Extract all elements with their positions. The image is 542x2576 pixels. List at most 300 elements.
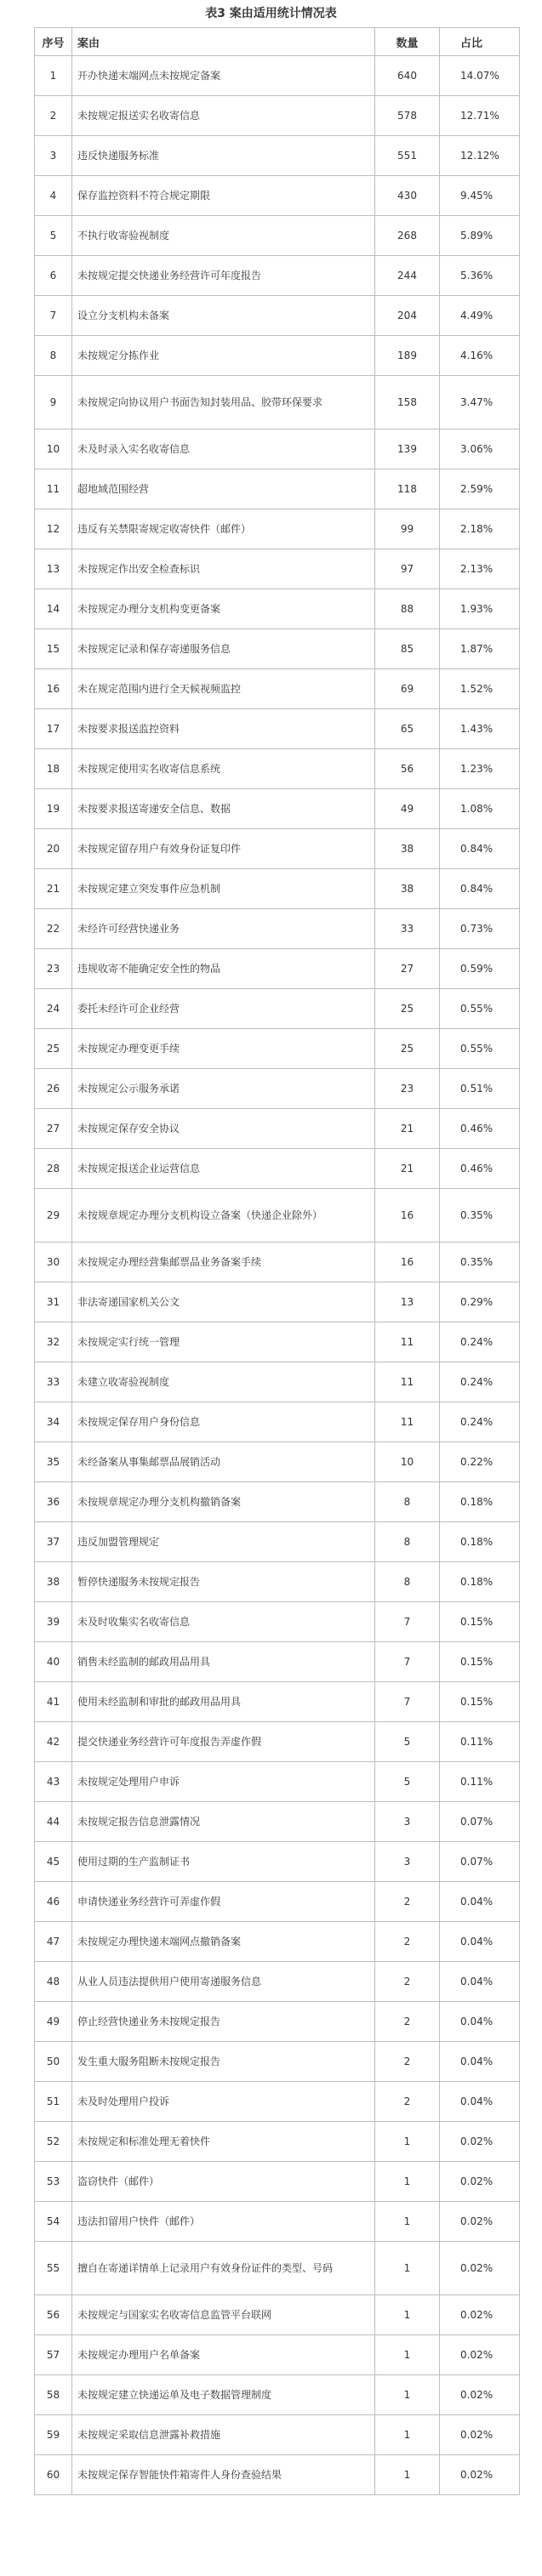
table-row — [35, 2455, 520, 2495]
row-count: 1 — [375, 2295, 440, 2335]
row-number: 8 — [35, 336, 72, 376]
row-percentage: 0.11% — [440, 1762, 520, 1802]
row-cause: 未按规定公示服务承诺 — [72, 1069, 375, 1109]
table-row — [35, 56, 520, 96]
header-no: 序号 — [35, 28, 72, 56]
row-number: 46 — [35, 1882, 72, 1922]
header-count: 数量 — [375, 28, 440, 56]
table-title: 表3 案由适用统计情况表 — [205, 7, 337, 20]
row-percentage: 0.24% — [440, 1322, 520, 1362]
table-row — [35, 1962, 520, 2002]
row-percentage: 0.07% — [440, 1842, 520, 1882]
row-count: 10 — [375, 1442, 440, 1482]
row-cause: 开办快递末端网点未按规定备案 — [72, 56, 375, 96]
row-number: 12 — [35, 509, 72, 549]
row-number: 14 — [35, 589, 72, 629]
row-percentage: 0.46% — [440, 1149, 520, 1189]
row-cause: 未按规定作出安全检查标识 — [72, 549, 375, 589]
row-count: 33 — [375, 909, 440, 949]
row-cause: 未按规定办理用户名单备案 — [72, 2335, 375, 2375]
row-cause: 未按规定报送实名收寄信息 — [72, 96, 375, 136]
row-number: 1 — [35, 56, 72, 96]
row-count: 551 — [375, 136, 440, 176]
row-count: 2 — [375, 2082, 440, 2122]
row-number: 35 — [35, 1442, 72, 1482]
row-percentage: 0.24% — [440, 1362, 520, 1402]
row-percentage: 0.02% — [440, 2455, 520, 2495]
row-number: 29 — [35, 1189, 72, 1243]
row-count: 3 — [375, 1842, 440, 1882]
row-percentage: 5.36% — [440, 256, 520, 296]
row-number: 15 — [35, 629, 72, 669]
table-row — [35, 509, 520, 549]
row-count: 2 — [375, 1922, 440, 1962]
table-row — [35, 869, 520, 909]
header-row — [35, 28, 520, 56]
row-count: 69 — [375, 669, 440, 709]
row-cause: 违反加盟管理规定 — [72, 1522, 375, 1562]
row-cause: 未按规定记录和保存寄递服务信息 — [72, 629, 375, 669]
row-percentage: 0.15% — [440, 1682, 520, 1722]
table-row — [35, 1149, 520, 1189]
row-count: 49 — [375, 789, 440, 829]
row-count: 1 — [375, 2242, 440, 2295]
row-count: 1 — [375, 2202, 440, 2242]
row-cause: 不执行收寄验视制度 — [72, 216, 375, 256]
row-number: 10 — [35, 429, 72, 469]
table-row — [35, 216, 520, 256]
row-count: 21 — [375, 1109, 440, 1149]
table-row — [35, 1322, 520, 1362]
row-count: 5 — [375, 1762, 440, 1802]
row-number: 59 — [35, 2415, 72, 2455]
row-count: 38 — [375, 869, 440, 909]
row-cause: 未按规定报送企业运营信息 — [72, 1149, 375, 1189]
row-number: 39 — [35, 1602, 72, 1642]
row-percentage: 0.15% — [440, 1602, 520, 1642]
row-percentage: 5.89% — [440, 216, 520, 256]
row-count: 244 — [375, 256, 440, 296]
table-row — [35, 549, 520, 589]
row-number: 26 — [35, 1069, 72, 1109]
row-count: 2 — [375, 2042, 440, 2082]
row-count: 578 — [375, 96, 440, 136]
row-cause: 超地域范围经营 — [72, 469, 375, 509]
row-percentage: 0.35% — [440, 1189, 520, 1243]
table-row — [35, 1482, 520, 1522]
row-cause: 未按规定采取信息泄露补救措施 — [72, 2415, 375, 2455]
row-percentage: 3.47% — [440, 376, 520, 429]
row-number: 32 — [35, 1322, 72, 1362]
row-percentage: 1.93% — [440, 589, 520, 629]
case-cause-statistics-table — [34, 27, 520, 2495]
row-count: 268 — [375, 216, 440, 256]
row-percentage: 4.16% — [440, 336, 520, 376]
row-percentage: 0.84% — [440, 869, 520, 909]
row-count: 430 — [375, 176, 440, 216]
table-row — [35, 789, 520, 829]
row-count: 25 — [375, 989, 440, 1029]
table-row — [35, 136, 520, 176]
row-percentage: 2.18% — [440, 509, 520, 549]
table-row — [35, 629, 520, 669]
row-count: 1 — [375, 2122, 440, 2162]
row-percentage: 4.49% — [440, 296, 520, 336]
row-cause: 委托未经许可企业经营 — [72, 989, 375, 1029]
row-count: 640 — [375, 56, 440, 96]
row-number: 33 — [35, 1362, 72, 1402]
row-cause: 未及时收集实名收寄信息 — [72, 1602, 375, 1642]
row-count: 118 — [375, 469, 440, 509]
row-percentage: 0.55% — [440, 1029, 520, 1069]
table-row — [35, 2415, 520, 2455]
table-row — [35, 1802, 520, 1842]
table-row — [35, 1882, 520, 1922]
row-count: 16 — [375, 1243, 440, 1282]
row-cause: 提交快递业务经营许可年度报告弄虚作假 — [72, 1722, 375, 1762]
row-cause: 未按规定建立快递运单及电子数据管理制度 — [72, 2375, 375, 2415]
row-number: 40 — [35, 1642, 72, 1682]
row-number: 6 — [35, 256, 72, 296]
row-percentage: 0.55% — [440, 989, 520, 1029]
table-row — [35, 749, 520, 789]
row-cause: 未建立收寄验视制度 — [72, 1362, 375, 1402]
row-cause: 设立分支机构未备案 — [72, 296, 375, 336]
row-percentage: 0.02% — [440, 2202, 520, 2242]
row-percentage: 1.52% — [440, 669, 520, 709]
row-percentage: 0.35% — [440, 1243, 520, 1282]
table-row — [35, 1402, 520, 1442]
row-count: 1 — [375, 2335, 440, 2375]
row-count: 1 — [375, 2162, 440, 2202]
row-number: 60 — [35, 2455, 72, 2495]
row-count: 11 — [375, 1322, 440, 1362]
row-count: 23 — [375, 1069, 440, 1109]
table-row — [35, 2082, 520, 2122]
table-row — [35, 709, 520, 749]
row-count: 189 — [375, 336, 440, 376]
row-count: 16 — [375, 1189, 440, 1243]
row-percentage: 0.02% — [440, 2162, 520, 2202]
table-row — [35, 336, 520, 376]
row-percentage: 0.15% — [440, 1642, 520, 1682]
row-number: 49 — [35, 2002, 72, 2042]
row-count: 2 — [375, 2002, 440, 2042]
row-cause: 未按要求报送寄递安全信息、数据 — [72, 789, 375, 829]
table-row — [35, 1682, 520, 1722]
row-number: 13 — [35, 549, 72, 589]
row-cause: 未按要求报送监控资料 — [72, 709, 375, 749]
row-count: 13 — [375, 1282, 440, 1322]
row-count: 99 — [375, 509, 440, 549]
row-number: 27 — [35, 1109, 72, 1149]
row-number: 21 — [35, 869, 72, 909]
header-cause: 案由 — [72, 28, 375, 56]
row-number: 50 — [35, 2042, 72, 2082]
row-percentage: 0.02% — [440, 2335, 520, 2375]
row-number: 18 — [35, 749, 72, 789]
row-cause: 违法扣留用户快件（邮件） — [72, 2202, 375, 2242]
row-number: 5 — [35, 216, 72, 256]
row-percentage: 1.08% — [440, 789, 520, 829]
row-cause: 申请快递业务经营许可弄虚作假 — [72, 1882, 375, 1922]
row-percentage: 2.13% — [440, 549, 520, 589]
row-number: 36 — [35, 1482, 72, 1522]
row-number: 2 — [35, 96, 72, 136]
row-cause: 未按规章规定办理分支机构撤销备案 — [72, 1482, 375, 1522]
row-percentage: 0.73% — [440, 909, 520, 949]
header-percentage: 占比 — [440, 28, 520, 56]
row-number: 38 — [35, 1562, 72, 1602]
row-cause: 非法寄递国家机关公文 — [72, 1282, 375, 1322]
row-number: 25 — [35, 1029, 72, 1069]
table-header — [35, 28, 520, 56]
row-percentage: 0.04% — [440, 2042, 520, 2082]
row-percentage: 0.18% — [440, 1482, 520, 1522]
table-row — [35, 1762, 520, 1802]
row-count: 65 — [375, 709, 440, 749]
row-cause: 未经许可经营快递业务 — [72, 909, 375, 949]
row-cause: 未按规定向协议用户书面告知封装用品、胶带环保要求 — [72, 376, 375, 429]
row-percentage: 0.29% — [440, 1282, 520, 1322]
table-row — [35, 1362, 520, 1402]
table-row — [35, 429, 520, 469]
table-row — [35, 1282, 520, 1322]
row-number: 56 — [35, 2295, 72, 2335]
row-percentage: 0.07% — [440, 1802, 520, 1842]
table-row — [35, 1642, 520, 1682]
row-percentage: 0.02% — [440, 2122, 520, 2162]
row-count: 38 — [375, 829, 440, 869]
table-row — [35, 1243, 520, 1282]
table-row — [35, 829, 520, 869]
row-percentage: 0.02% — [440, 2295, 520, 2335]
row-number: 24 — [35, 989, 72, 1029]
table-row — [35, 2295, 520, 2335]
row-percentage: 0.24% — [440, 1402, 520, 1442]
row-cause: 未按规定分拣作业 — [72, 336, 375, 376]
row-cause: 未按规定使用实名收寄信息系统 — [72, 749, 375, 789]
row-cause: 未按规定保存用户身份信息 — [72, 1402, 375, 1442]
row-count: 85 — [375, 629, 440, 669]
row-cause: 盗窃快件（邮件） — [72, 2162, 375, 2202]
table-row — [35, 1522, 520, 1562]
row-percentage: 0.02% — [440, 2242, 520, 2295]
row-cause: 未按规定保存安全协议 — [72, 1109, 375, 1149]
row-count: 8 — [375, 1562, 440, 1602]
table-body — [35, 56, 520, 2495]
row-number: 23 — [35, 949, 72, 989]
table-row — [35, 376, 520, 429]
table-row — [35, 589, 520, 629]
row-percentage: 0.46% — [440, 1109, 520, 1149]
row-cause: 未在规定范围内进行全天候视频监控 — [72, 669, 375, 709]
row-number: 30 — [35, 1243, 72, 1282]
row-percentage: 9.45% — [440, 176, 520, 216]
row-percentage: 0.04% — [440, 2002, 520, 2042]
row-percentage: 0.51% — [440, 1069, 520, 1109]
row-cause: 未按规定建立突发事件应急机制 — [72, 869, 375, 909]
row-percentage: 0.04% — [440, 1882, 520, 1922]
row-percentage: 0.22% — [440, 1442, 520, 1482]
row-cause: 停止经营快递业务未按规定报告 — [72, 2002, 375, 2042]
row-cause: 未按规定留存用户有效身份证复印件 — [72, 829, 375, 869]
table-row — [35, 2122, 520, 2162]
row-number: 55 — [35, 2242, 72, 2295]
row-percentage: 0.11% — [440, 1722, 520, 1762]
row-percentage: 0.59% — [440, 949, 520, 989]
row-number: 34 — [35, 1402, 72, 1442]
table-row — [35, 1722, 520, 1762]
row-cause: 未按规定办理分支机构变更备案 — [72, 589, 375, 629]
table-row — [35, 949, 520, 989]
row-count: 5 — [375, 1722, 440, 1762]
row-cause: 未按规定保存智能快件箱寄件人身份查验结果 — [72, 2455, 375, 2495]
table-row — [35, 2002, 520, 2042]
row-count: 97 — [375, 549, 440, 589]
row-percentage: 0.04% — [440, 2082, 520, 2122]
row-number: 52 — [35, 2122, 72, 2162]
row-number: 3 — [35, 136, 72, 176]
row-cause: 未及时录入实名收寄信息 — [72, 429, 375, 469]
row-cause: 违反有关禁限寄规定收寄快件（邮件） — [72, 509, 375, 549]
row-cause: 违规收寄不能确定安全性的物品 — [72, 949, 375, 989]
row-count: 8 — [375, 1522, 440, 1562]
row-count: 21 — [375, 1149, 440, 1189]
row-count: 204 — [375, 296, 440, 336]
row-number: 43 — [35, 1762, 72, 1802]
row-number: 54 — [35, 2202, 72, 2242]
row-number: 41 — [35, 1682, 72, 1722]
table-row — [35, 1069, 520, 1109]
table-row — [35, 1109, 520, 1149]
table-row — [35, 1602, 520, 1642]
row-percentage: 12.71% — [440, 96, 520, 136]
row-count: 11 — [375, 1362, 440, 1402]
row-number: 51 — [35, 2082, 72, 2122]
row-count: 139 — [375, 429, 440, 469]
table-row — [35, 2375, 520, 2415]
row-cause: 未按规定提交快递业务经营许可年度报告 — [72, 256, 375, 296]
row-cause: 未按规定处理用户申诉 — [72, 1762, 375, 1802]
row-number: 7 — [35, 296, 72, 336]
row-cause: 暂停快递服务未按规定报告 — [72, 1562, 375, 1602]
row-percentage: 12.12% — [440, 136, 520, 176]
row-percentage: 2.59% — [440, 469, 520, 509]
row-cause: 未及时处理用户投诉 — [72, 2082, 375, 2122]
row-count: 7 — [375, 1682, 440, 1722]
row-number: 20 — [35, 829, 72, 869]
row-count: 7 — [375, 1642, 440, 1682]
row-count: 7 — [375, 1602, 440, 1642]
row-count: 11 — [375, 1402, 440, 1442]
row-percentage: 0.04% — [440, 1962, 520, 2002]
row-count: 27 — [375, 949, 440, 989]
row-percentage: 0.04% — [440, 1922, 520, 1962]
table-row — [35, 296, 520, 336]
row-count: 25 — [375, 1029, 440, 1069]
row-cause: 未按规定办理快递末端网点撤销备案 — [72, 1922, 375, 1962]
row-count: 56 — [375, 749, 440, 789]
row-cause: 发生重大服务阻断未按规定报告 — [72, 2042, 375, 2082]
row-percentage: 3.06% — [440, 429, 520, 469]
table-row — [35, 256, 520, 296]
row-count: 3 — [375, 1802, 440, 1842]
table-row — [35, 2335, 520, 2375]
row-number: 28 — [35, 1149, 72, 1189]
row-number: 58 — [35, 2375, 72, 2415]
row-cause: 使用过期的生产监制证书 — [72, 1842, 375, 1882]
row-number: 9 — [35, 376, 72, 429]
row-cause: 擅自在寄递详情单上记录用户有效身份证件的类型、号码 — [72, 2242, 375, 2295]
row-number: 48 — [35, 1962, 72, 2002]
table-row — [35, 176, 520, 216]
table-row — [35, 1442, 520, 1482]
row-number: 19 — [35, 789, 72, 829]
table-row — [35, 1189, 520, 1243]
row-number: 16 — [35, 669, 72, 709]
row-count: 2 — [375, 1962, 440, 2002]
row-number: 22 — [35, 909, 72, 949]
row-cause: 保存监控资料不符合规定期限 — [72, 176, 375, 216]
table-row — [35, 2162, 520, 2202]
row-number: 47 — [35, 1922, 72, 1962]
row-cause: 未按规定和标准处理无着快件 — [72, 2122, 375, 2162]
row-cause: 未按规定与国家实名收寄信息监管平台联网 — [72, 2295, 375, 2335]
row-percentage: 0.18% — [440, 1562, 520, 1602]
row-percentage: 0.02% — [440, 2375, 520, 2415]
table-row — [35, 2242, 520, 2295]
row-percentage: 14.07% — [440, 56, 520, 96]
row-percentage: 1.87% — [440, 629, 520, 669]
row-count: 1 — [375, 2375, 440, 2415]
table-row — [35, 989, 520, 1029]
table-row — [35, 669, 520, 709]
row-number: 57 — [35, 2335, 72, 2375]
row-cause: 违反快递服务标准 — [72, 136, 375, 176]
row-cause: 未按规定实行统一管理 — [72, 1322, 375, 1362]
row-percentage: 1.23% — [440, 749, 520, 789]
table-row — [35, 1562, 520, 1602]
row-count: 8 — [375, 1482, 440, 1522]
row-cause: 未经备案从事集邮票品展销活动 — [72, 1442, 375, 1482]
row-number: 45 — [35, 1842, 72, 1882]
row-count: 158 — [375, 376, 440, 429]
table-row — [35, 469, 520, 509]
row-cause: 未按规定办理变更手续 — [72, 1029, 375, 1069]
row-percentage: 0.84% — [440, 829, 520, 869]
table-row — [35, 96, 520, 136]
table-row — [35, 1842, 520, 1882]
row-count: 88 — [375, 589, 440, 629]
row-cause: 从业人员违法提供用户使用寄递服务信息 — [72, 1962, 375, 2002]
table-row — [35, 909, 520, 949]
row-number: 53 — [35, 2162, 72, 2202]
row-cause: 未按规章规定办理分支机构设立备案（快递企业除外） — [72, 1189, 375, 1243]
table-row — [35, 2202, 520, 2242]
table-row — [35, 1922, 520, 1962]
row-count: 1 — [375, 2415, 440, 2455]
row-number: 31 — [35, 1282, 72, 1322]
row-number: 4 — [35, 176, 72, 216]
row-percentage: 0.02% — [440, 2415, 520, 2455]
row-number: 37 — [35, 1522, 72, 1562]
table-row — [35, 2042, 520, 2082]
row-number: 11 — [35, 469, 72, 509]
row-number: 44 — [35, 1802, 72, 1842]
row-number: 42 — [35, 1722, 72, 1762]
row-cause: 销售未经监制的邮政用品用具 — [72, 1642, 375, 1682]
